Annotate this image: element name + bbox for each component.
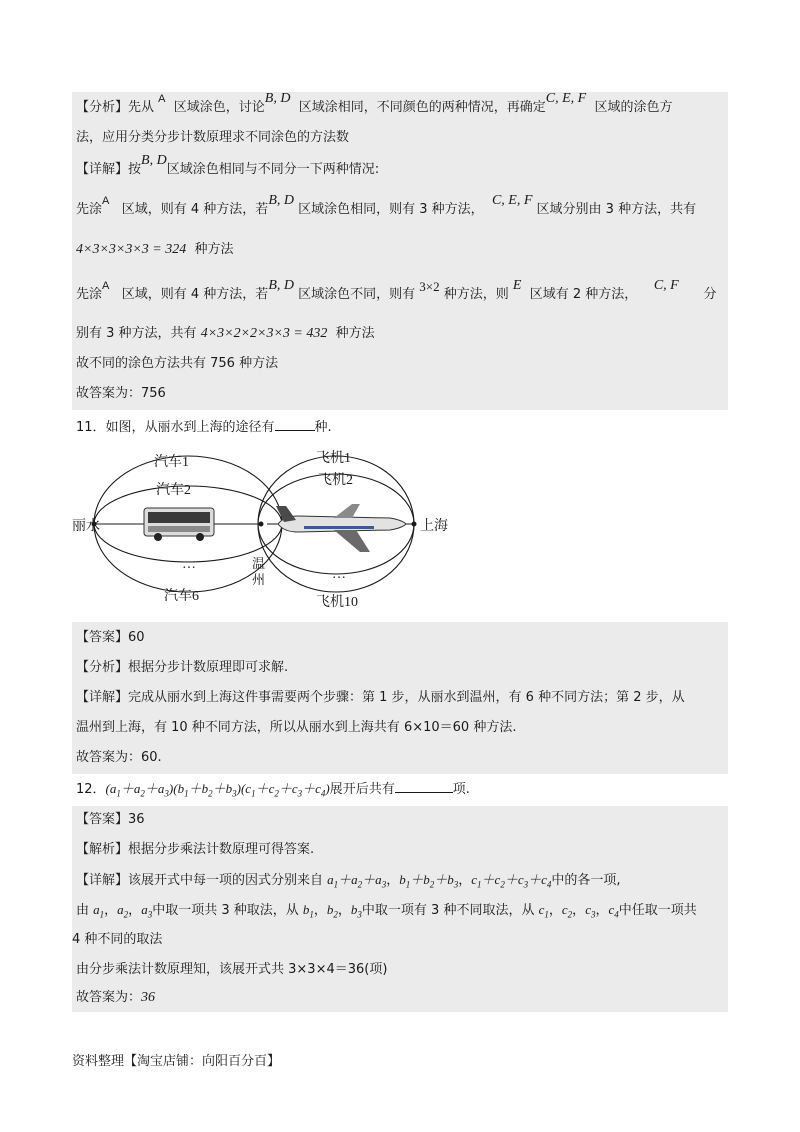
q12-analysis: 【解析】根据分步乘法计数原理可得答案.	[76, 842, 315, 857]
q10-detail-line1: 【详解】按B, D区域涂色相同与不同分一下两种情况:	[76, 153, 380, 177]
bus-ellipsis: …	[182, 557, 196, 572]
footer-source: 资料整理【淘宝店铺：向阳百分百】	[72, 1054, 281, 1069]
q12-detail-line3: 4 种不同的取法	[72, 932, 163, 947]
q10-analysis-line1: 【分析】先从 $^A$ 区域涂色，讨论B, D 区域涂相同，不同颜色的两种情况，再确定C, E, F 区域的涂色方	[76, 91, 673, 115]
q10-total: 故不同的涂色方法共有 756 种方法	[76, 356, 279, 371]
label-wenzhou-bottom: 州	[252, 572, 266, 587]
wenzhou-node	[259, 522, 264, 527]
label-lishui: 丽水	[72, 519, 100, 534]
label-plane-10: 飞机10	[316, 595, 358, 610]
q11-question: 11．如图，从丽水到上海的途径有 种.	[76, 416, 332, 438]
q12-question: 12．$(a_1+a_2+a_3)(b_1+b_2+b_3)(c_1+c_2+c_3+c_4)$展开后共有 项.	[76, 778, 470, 804]
q12-detail-line2: 由 $a_1$，$a_2$，$a_3$中取一项共 3 种取法，从 $b_1$，$b_2$，$b_3$中取一项有 3 种不同取法，从 $c_1$，$c_2$，$c_3$，$c_4$中任取一项共	[76, 902, 697, 920]
q12-answer: 【答案】36	[76, 812, 145, 827]
label-shanghai: 上海	[420, 519, 448, 534]
q12-detail-line4: 由分步乘法计数原理知，该展开式共 3×3×4＝36(项)	[76, 962, 388, 977]
q11-final: 故答案为：60.	[76, 750, 162, 765]
q11-detail-line2: 温州到上海，有 10 种不同方法，所以从丽水到上海共有 6×10＝60 种方法.	[76, 720, 517, 735]
label-plane-1: 飞机1	[316, 451, 351, 466]
bus-icon	[144, 508, 214, 541]
label-bus-6: 汽车6	[164, 589, 199, 604]
label-wenzhou-top: 温	[252, 556, 266, 571]
q10-analysis-line2: 法，应用分类分步计数原理求不同涂色的方法数	[76, 130, 350, 145]
q10-case1-line: 先涂$^A$ 区域，则有 4 种方法，若B, D 区域涂色相同，则有 3 种方法， C, E, F 区域分别由 3 种方法，共有	[76, 193, 697, 217]
q10-case2-line: 先涂$^A$ 区域，则有 4 种方法，若B, D 区域涂色不同，则有 3×2 种方法，则 E 区域有 2 种方法， C, F 分	[76, 278, 717, 302]
q12-final: 故答案为：36	[76, 990, 156, 1005]
label-bus-2: 汽车2	[156, 483, 191, 498]
plane-ellipsis: …	[332, 567, 346, 582]
q11-analysis: 【分析】根据分步计数原理即可求解.	[76, 660, 289, 675]
label-bus-1: 汽车1	[154, 455, 189, 470]
q10-case1-formula-line: 4×3×3×3×3 = 324 种方法	[76, 242, 234, 257]
q10-case2-line2: 别有 3 种方法，共有 4×3×2×2×3×3 = 432 种方法	[76, 326, 375, 341]
q12-detail-line1: 【详解】该展开式中每一项的因式分别来自 $a_1+a_2+a_3$，$b_1+b_2+b_3$，$c_1+c_2+c_3+c_4$中的各一项,	[76, 872, 621, 890]
shanghai-node	[412, 522, 417, 527]
label-plane-2: 飞机2	[318, 473, 353, 488]
airplane-icon	[276, 504, 406, 552]
q11-answer: 【答案】60	[76, 630, 145, 645]
route-diagram	[72, 444, 452, 614]
q11-detail-line1: 【详解】完成从丽水到上海这件事需要两个步骤：第 1 步，从丽水到温州，有 6 种不同方法；第 2 步，从	[76, 690, 685, 705]
q10-answer: 故答案为：756	[76, 386, 166, 401]
